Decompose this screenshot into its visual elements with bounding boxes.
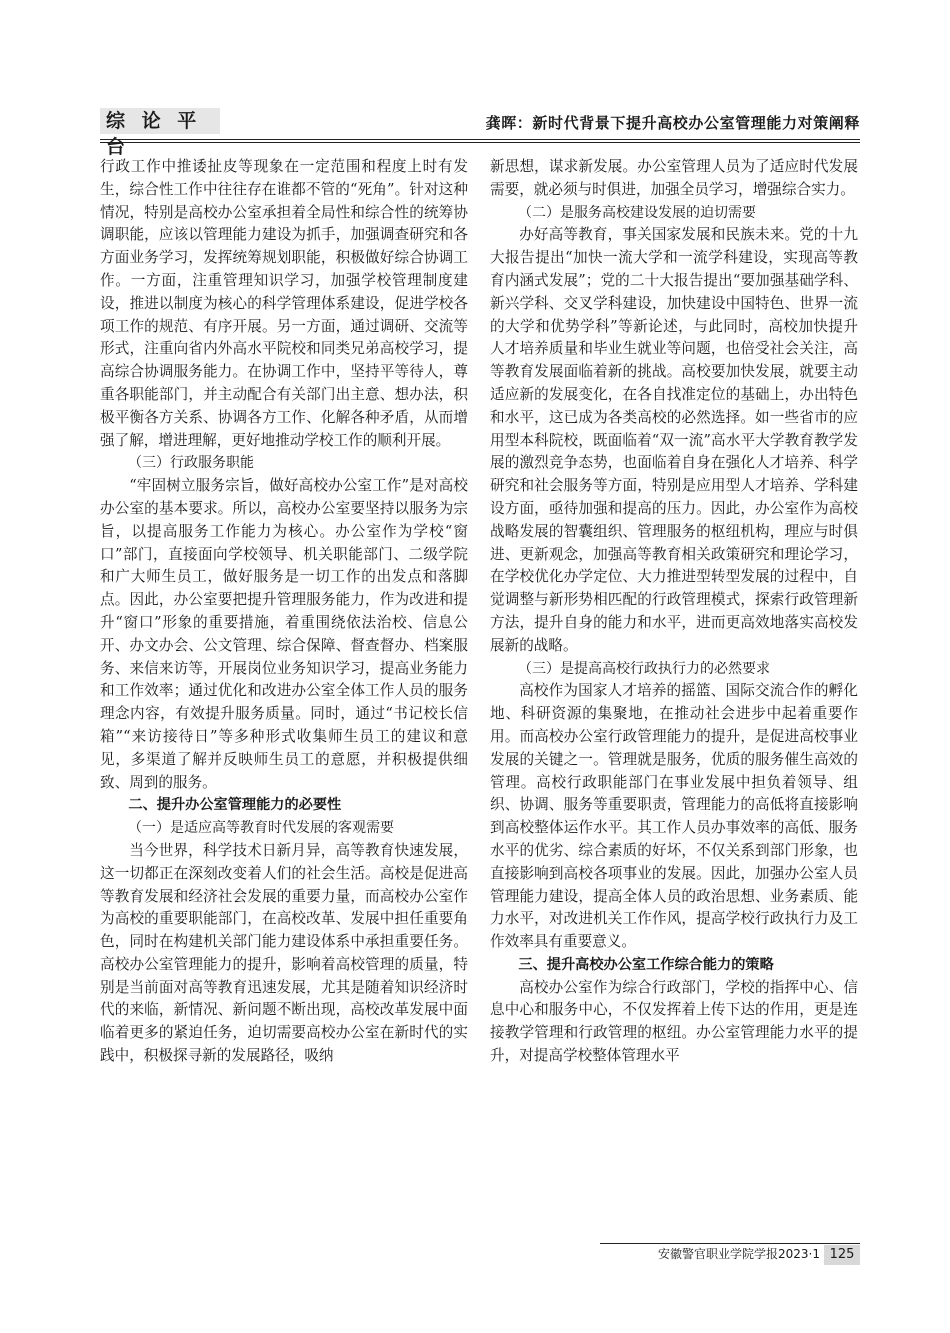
page-footer: [600, 1243, 860, 1265]
section-label: 综 论 平 台: [100, 108, 220, 134]
running-title: 龚晖：新时代背景下提升高校办公室管理能力对策阐释: [485, 114, 860, 132]
paragraph: 高校办公室作为综合行政部门，学校的指挥中心、信息中心和服务中心，不仅发挥着上传下达的作用，更是连接教学管理和行政管理的枢纽。办公室管理能力水平的提升，对提高学校整体管理水平: [490, 978, 858, 1065]
header-rule: [100, 139, 860, 140]
paragraph: 当今世界，科学技术日新月异，高等教育快速发展，这一切都正在深刻改变着人们的社会生活。高校是促进高等教育发展和经济社会发展的重要力量，而高校办公室作为高校的重要职能部门，在高校改革、发展中担任重要角色，同时在构建机关部门能力建设体系中承担重要任务。高校办公室管理能力的提升，影响着高校管理的质量，特别是当前面对高等教育迅速发展，尤其是随着知识经济时代的来临，新情况、新问题不断出现，高校改革发展中面临着更多的紧迫任务，迫切需要高校办公室在新时代的实践中，积极探寻新的发展路径，吸纳: [100, 841, 468, 1065]
paragraph: 高校作为国家人才培养的摇篮、国际交流合作的孵化地、科研资源的集聚地，在推动社会进步中起着重要作用。而高校办公室行政管理能力的提升，是促进高校事业发展的关键之一。管理就是服务，优质的服务催生高效的管理。高校行政职能部门在事业发展中担负着领导、组织、协调、服务等重要职责，管理能力的高低将直接影响到高校整体运作水平。其工作人员办事效率的高低、服务水平的优劣、综合素质的好坏，不仅关系到部门形象，也直接影响到高校各项事业的发展。因此，加强办公室人员管理能力建设，提高全体人员的政治思想、业务素质、能力水平，对改进机关工作作风，提高学校行政执行力及工作效率具有重要意义。: [490, 682, 858, 951]
page-number: 125: [824, 1245, 860, 1265]
journal-name: 安徽警官职业学院学报2023·1: [658, 1247, 820, 1261]
section-heading: 二、提升办公室管理能力的必要性: [128, 797, 342, 814]
header-rule-double: [100, 142, 860, 143]
left-column: [100, 156, 468, 1068]
subsection-heading: （三）行政服务职能: [128, 455, 254, 472]
section-heading: 三、提升高校办公室工作综合能力的策略: [518, 956, 774, 973]
subsection-heading: （三）是提高高校行政执行力的必然要求: [518, 660, 770, 677]
subsection-heading: （二）是服务高校建设发展的迫切需要: [518, 204, 756, 221]
paragraph: 行政工作中推诿扯皮等现象在一定范围和程度上时有发生，综合性工作中往往存在谁都不管的“死角”。针对这种情况，特别是高校办公室承担着全局性和综合性的统筹协调职能，应该以管理能力建设为抓手，加强调查研究和各方面业务学习，发挥统筹规划职能，积极做好综合协调工作。一方面，注重管理知识学习，加强学校管理制度建设，推进以制度为核心的科学管理体系建设，促进学校各项工作的规范、有序开展。另一方面，通过调研、交流等形式，注重向省内外高水平院校和同类兄弟高校学习，提高综合协调服务能力。在协调工作中，坚持平等待人，尊重各职能部门，并主动配合有关部门出主意、想办法，积极平衡各方关系、协调各方工作、化解各种矛盾，从而增强了解，增进理解，更好地推动学校工作的顺利开展。: [100, 158, 468, 449]
paragraph: “牢固树立服务宗旨，做好高校办公室工作”是对高校办公室的基本要求。所以，高校办公室要坚持以服务为宗旨，以提高服务工作能力为核心。办公室作为学校“窗口”部门，直接面向学校领导、机关职能部门、二级学院和广大师生员工，做好服务是一切工作的出发点和落脚点。因此，办公室要把提升管理服务能力，作为改进和提升“窗口”形象的重要措施，着重围绕依法治校、信息公开、办文办会、公文管理、综合保障、督查督办、档案服务、来信来访等，开展岗位业务知识学习，提高业务能力和工作效率；通过优化和改进办公室全体工作人员的服务理念内容，有效提升服务质量。同时，通过“书记校长信箱”“来访接待日”等多种形式收集师生员工的建议和意见，多渠道了解并反映师生员工的意愿，并积极提供细致、周到的服务。: [100, 477, 468, 791]
paragraph: 办好高等教育，事关国家发展和民族未来。党的十九大报告提出“加快一流大学和一流学科建设，实现高等教育内涵式发展”；党的二十大报告提出“要加强基础学科、新兴学科、交叉学科建设，加快建设中国特色、世界一流的大学和优势学科”等新论述，与此同时，高校加快提升人才培养质量和毕业生就业等问题，也倍受社会关注，高等教育发展面临着新的挑战。高校要加快发展，就要主动适应新的发展变化，在各自找准定位的基础上，办出特色和水平，这已成为各类高校的必然选择。如一些省市的应用型本科院校，既面临着“双一流”高水平大学教育教学发展的激烈竞争态势，也面临着自身在强化人才培养、科学研究和社会服务等方面，特别是应用型人才培养、学科建设方面，亟待加强和提高的压力。因此，办公室作为高校战略发展的智囊组织、管理服务的枢纽机构，理应与时俱进、更新观念，加强高等教育相关政策研究和理论学习，在学校优化办学定位、大力推进型转型发展的过程中，自觉调整与新形势相匹配的行政管理模式，探索行政管理新方法，提升自身的能力和水平，进而更高效地落实高校发展新的战略。: [490, 226, 858, 654]
subsection-heading: （一）是适应高等教育时代发展的客观需要: [128, 820, 394, 837]
paragraph: 新思想，谋求新发展。办公室管理人员为了适应时代发展需要，就必须与时俱进，加强全员学习，增强综合实力。: [490, 158, 858, 198]
page-header: [100, 104, 860, 158]
right-column: [490, 156, 858, 1068]
